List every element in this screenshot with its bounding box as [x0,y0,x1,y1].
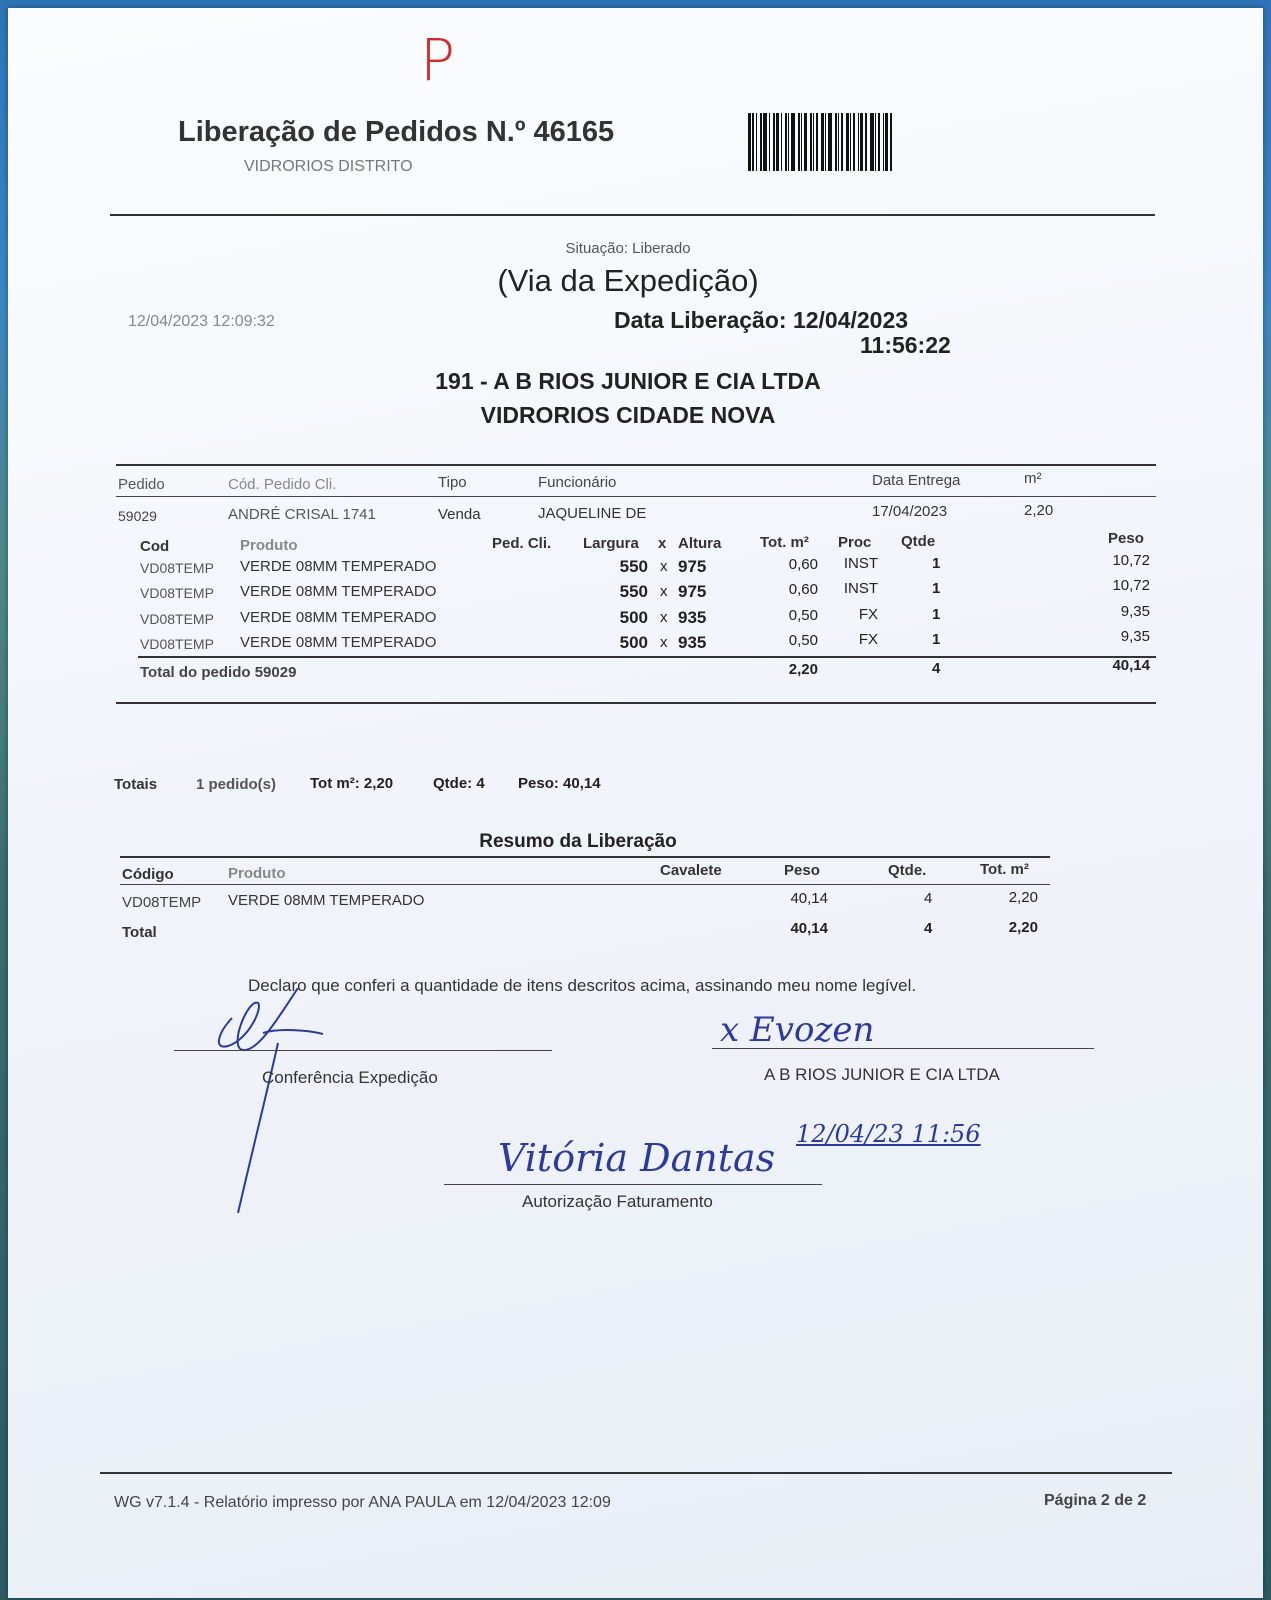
signature-handwritten-right: x Evozen [720,1010,875,1050]
barcode-bar [875,113,876,171]
item-col-tot-m2: Tot. m² [760,534,809,551]
resumo-total-tot-m2: 2,20 [1008,919,1038,936]
item-proc: FX [858,631,878,648]
item-cod: VD08TEMP [140,636,214,652]
item-largura: 550 [619,557,648,576]
barcode-bar [870,113,874,171]
item-proc: INST [843,555,878,572]
item-altura: 935 [678,608,707,627]
barcode-bar [841,113,843,171]
resumo-title: Resumo da Liberação [479,831,677,852]
resumo-total-label: Total [122,924,157,941]
barcode-bar [813,113,814,171]
order-table-top [116,464,1156,466]
item-peso: 10,72 [1112,577,1150,594]
item-qtde: 1 [932,631,941,648]
order-tipo: Venda [438,506,481,523]
barcode-bar [853,113,855,171]
barcode-bar [828,113,832,171]
barcode-bar [791,113,795,171]
order-total-peso: 40,14 [1112,657,1150,674]
item-qtde: 1 [932,580,941,597]
col-tipo: Tipo [438,474,467,491]
col-data-entrega: Data Entrega [872,472,961,489]
barcode-bar [776,113,779,171]
order-total-m2: 2,20 [788,661,818,678]
barcode-bar [838,113,839,171]
item-produto: VERDE 08MM TEMPERADO [240,609,437,626]
barcode-bar [798,113,800,171]
resumo-col-tot-m2: Tot. m² [980,861,1029,878]
barcode-bar [763,113,767,171]
barcode-bar [885,113,888,171]
barcode-bar [801,113,802,171]
barcode-bar [810,113,812,171]
item-cod: VD08TEMP [140,560,214,576]
barcode-bar [781,113,782,171]
resumo-col-peso: Peso [784,862,820,879]
release-date: Data Liberação: 12/04/2023 [614,307,909,333]
item-col-ped-cli: Ped. Cli. [492,535,552,552]
item-tot-m2: 0,50 [788,632,818,649]
totals-label: Totais [114,776,158,793]
resumo-tot-m2: 2,20 [1008,889,1038,906]
item-largura: 500 [619,633,648,652]
barcode-bar [752,113,754,171]
resumo-header-divider [120,884,1050,885]
footer-divider [100,1472,1172,1474]
release-time: 11:56:22 [860,332,951,358]
barcode-bar [865,113,867,171]
print-datetime: 12/04/2023 12:09:32 [128,313,275,330]
item-altura: 935 [678,633,707,652]
barcode-bar [850,113,851,171]
item-x: x [660,583,668,600]
item-peso: 9,35 [1120,628,1150,645]
handwritten-mark: P [420,26,455,94]
item-tot-m2: 0,60 [788,581,818,598]
order-data-entrega: 17/04/2023 [872,503,948,520]
order-header-divider [116,496,1156,497]
signature-label-right: A B RIOS JUNIOR E CIA LTDA [764,1065,1000,1084]
item-cod: VD08TEMP [140,585,214,601]
resumo-col-qtde: Qtde. [888,862,927,879]
barcode-bar [883,113,884,171]
col-funcionario: Funcionário [538,474,617,491]
resumo-top [120,856,1050,858]
signature-line-bottom [444,1184,822,1185]
resumo-qtde: 4 [924,890,933,907]
barcode [748,113,936,171]
item-col-largura: Largura [583,535,639,552]
signature-label-bottom: Autorização Faturamento [522,1192,713,1211]
signature-line-left [174,1050,552,1051]
declaration-text: Declaro que conferi a quantidade de itens descritos acima, assinando meu nome legível. [248,976,917,995]
item-peso: 9,35 [1120,603,1150,620]
item-col-cod: Cod [140,538,170,555]
col-ped-cli: Cód. Pedido Cli. [228,476,337,493]
order-ped-cli: ANDRÉ CRISAL 1741 [228,506,376,523]
totals-pedidos: 1 pedido(s) [196,776,277,793]
item-col-x: x [658,535,667,552]
item-col-produto: Produto [240,537,298,554]
item-largura: 550 [619,582,648,601]
item-qtde: 1 [932,555,941,572]
item-produto: VERDE 08MM TEMPERADO [240,583,437,600]
item-col-altura: Altura [678,535,722,552]
resumo-codigo: VD08TEMP [122,894,202,911]
signature-date-bottom: 12/04/23 11:56 [796,1120,981,1148]
header-divider [110,214,1155,216]
signature-label-left: Conferência Expedição [262,1068,438,1087]
item-x: x [660,558,668,575]
item-x: x [660,634,668,651]
barcode-bar [816,113,818,171]
signature-conferencia [208,988,348,1218]
resumo-produto: VERDE 08MM TEMPERADO [228,892,425,909]
item-col-qtde: Qtde [901,533,936,550]
barcode-bar [788,113,789,171]
item-col-peso: Peso [1108,530,1144,547]
items-total-divider [138,656,1156,658]
barcode-bar [858,113,859,171]
resumo-peso: 40,14 [790,890,828,907]
totals-m2: Tot m²: 2,20 [310,775,394,792]
order-m2: 2,20 [1024,502,1054,519]
order-total-qtde: 4 [932,660,941,677]
barcode-bar [804,113,807,171]
barcode-bar [835,113,837,171]
status-text: Situação: Liberado [565,240,691,257]
barcode-bar [878,113,880,171]
item-largura: 500 [619,608,648,627]
barcode-bar [860,113,863,171]
order-table-bottom [116,702,1156,704]
footer-right: Página 2 de 2 [1044,1492,1147,1509]
resumo-col-cavalete: Cavalete [660,862,722,879]
item-altura: 975 [678,557,707,576]
order-total-label: Total do pedido 59029 [140,664,297,681]
item-x: x [660,609,668,626]
barcode-bar [825,113,826,171]
resumo-col-codigo: Código [122,866,174,883]
item-altura: 975 [678,582,707,601]
barcode-bar [760,113,762,171]
totals-qtde: Qtde: 4 [433,775,485,792]
footer-left: WG v7.1.4 - Relatório impresso por ANA PAULA em 12/04/2023 12:09 [114,1494,611,1511]
item-tot-m2: 0,60 [788,556,818,573]
signature-line-right [712,1048,1094,1049]
barcode-bar [785,113,787,171]
signature-handwritten-bottom: Vitória Dantas [498,1136,776,1180]
resumo-total-qtde: 4 [924,920,933,937]
item-proc: INST [843,580,878,597]
item-cod: VD08TEMP [140,611,214,627]
totals-peso: Peso: 40,14 [518,775,601,792]
item-proc: FX [858,606,878,623]
item-produto: VERDE 08MM TEMPERADO [240,558,437,575]
item-col-proc: Proc [838,534,872,551]
barcode-bar [773,113,775,171]
barcode-bar [748,113,751,171]
document-page [8,8,1263,1598]
barcode-bar [769,113,770,171]
client-name: 191 - A B RIOS JUNIOR E CIA LTDA [435,368,821,394]
col-pedido: Pedido [118,476,165,493]
item-peso: 10,72 [1112,552,1150,569]
barcode-bar [821,113,824,171]
barcode-bar [846,113,849,171]
barcode-bar [756,113,757,171]
document-title: Liberação de Pedidos N.º 46165 [178,116,615,148]
col-m2: m² [1024,470,1042,487]
company-name: VIDRORIOS DISTRITO [244,158,413,175]
client-store: VIDRORIOS CIDADE NOVA [480,402,776,428]
item-tot-m2: 0,50 [788,607,818,624]
via-title: (Via da Expedição) [497,263,759,298]
item-produto: VERDE 08MM TEMPERADO [240,634,437,651]
order-pedido: 59029 [118,508,157,524]
resumo-total-peso: 40,14 [790,920,828,937]
order-funcionario: JAQUELINE DE [538,505,647,522]
resumo-col-produto: Produto [228,865,286,882]
barcode-bar [890,113,892,171]
item-qtde: 1 [932,606,941,623]
